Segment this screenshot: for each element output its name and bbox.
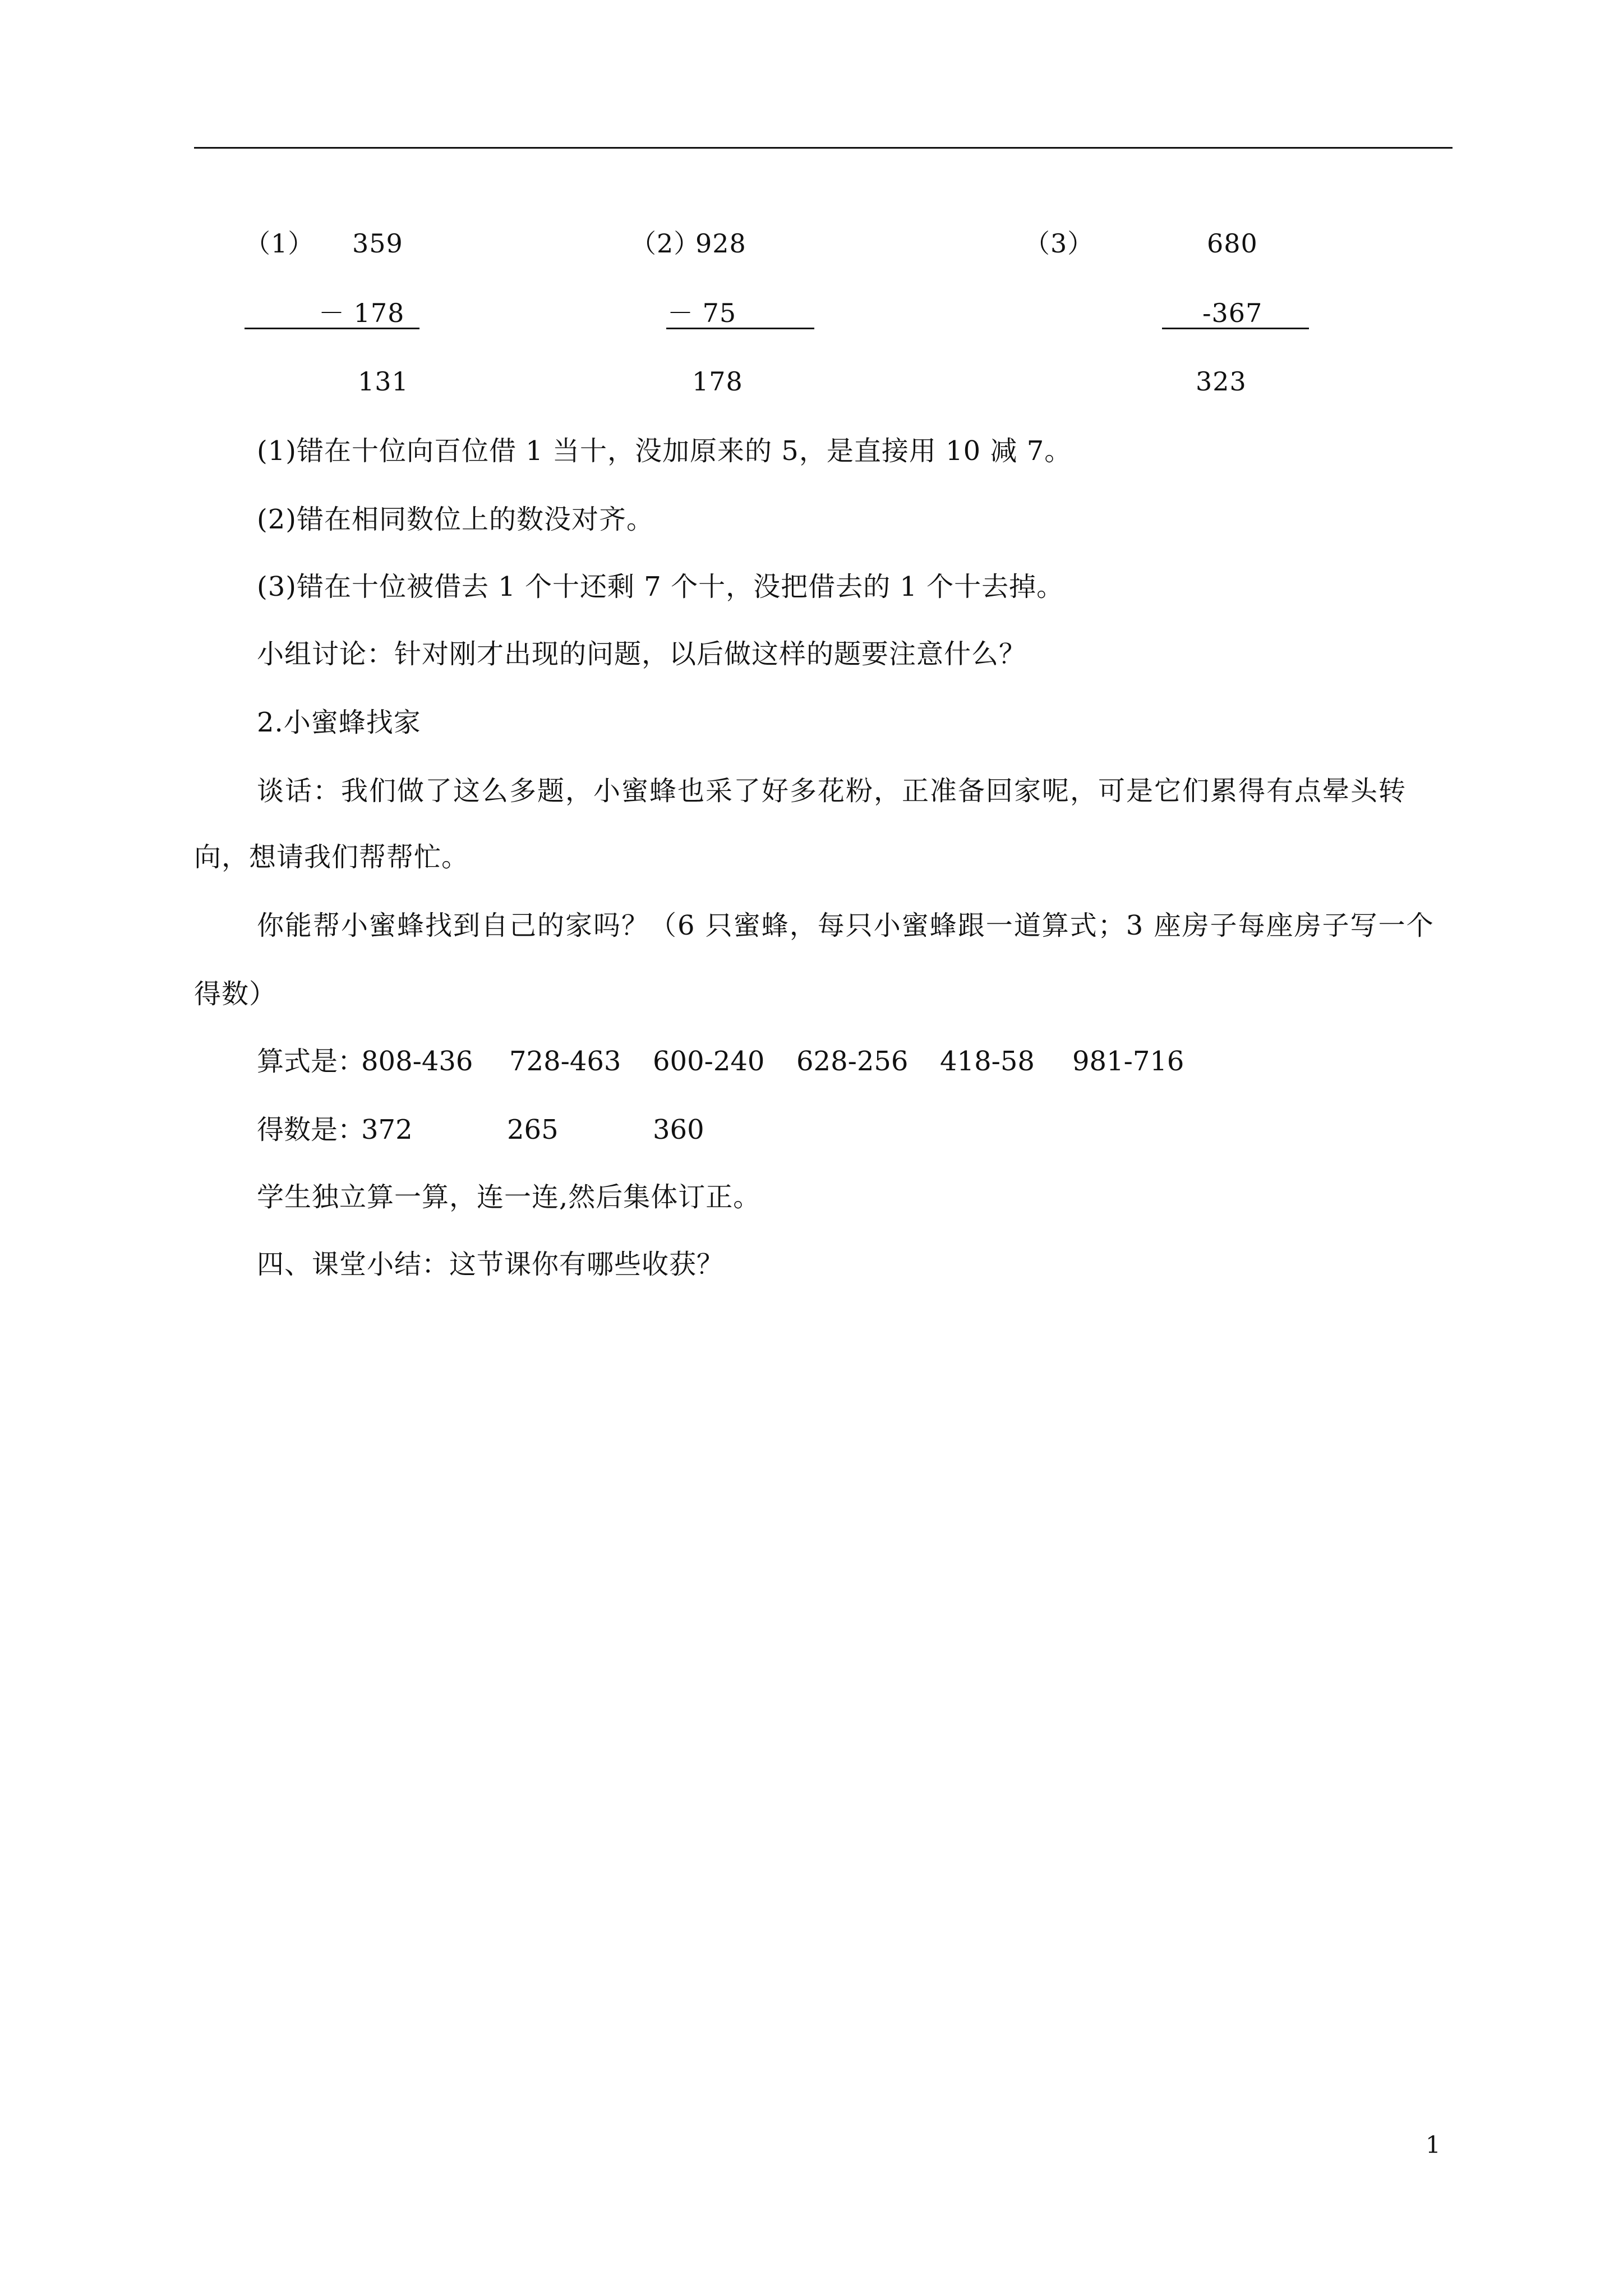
- formulas-label: 算式是：: [257, 1046, 365, 1077]
- problem-2-index: （2）: [630, 228, 700, 259]
- problem-1-minuend: 359: [352, 228, 403, 259]
- problem-2-subtrahend: － 75: [667, 298, 737, 328]
- group-discussion: 小组讨论：针对刚才出现的问题，以后做这样的题要注意什么？: [257, 638, 1027, 670]
- problem-3-index: （3）: [1024, 228, 1094, 259]
- problem-1-rule: [245, 328, 419, 329]
- problem-2-minuend: 928: [695, 228, 746, 259]
- section-2-title: 2.小蜜蜂找家: [257, 707, 421, 738]
- result-3: 360: [653, 1114, 704, 1145]
- formula-3: 600-240: [653, 1046, 765, 1077]
- talk-paragraph-line-2: 向，想请我们帮帮忙。: [194, 841, 469, 873]
- formula-5: 418-58: [940, 1046, 1035, 1077]
- problem-1-result: 131: [358, 366, 409, 397]
- error-explanation-1: (1)错在十位向百位借 1 当十，没加原来的 5，是直接用 10 减 7。: [257, 435, 1072, 467]
- error-explanation-2: (2)错在相同数位上的数没对齐。: [257, 504, 654, 535]
- result-2: 265: [507, 1114, 559, 1145]
- page-number: 1: [1426, 2131, 1441, 2159]
- problem-2-result: 178: [692, 366, 743, 397]
- problem-3-subtrahend: -367: [1202, 298, 1263, 328]
- formula-2: 728-463: [509, 1046, 621, 1077]
- talk-paragraph-line-1: 谈话：我们做了这么多题，小蜜蜂也采了好多花粉，正准备回家呢，可是它们累得有点晕头转: [257, 775, 1407, 807]
- problem-3-rule: [1162, 328, 1309, 329]
- formula-1: 808-436: [361, 1046, 473, 1077]
- formula-4: 628-256: [796, 1046, 909, 1077]
- problem-1-subtrahend: － 178: [319, 298, 405, 328]
- class-summary: 四、课堂小结：这节课你有哪些收获？: [257, 1249, 725, 1280]
- student-task: 学生独立算一算，连一连,然后集体订正。: [257, 1181, 761, 1213]
- error-explanation-3: (3)错在十位被借去 1 个十还剩 7 个十，没把借去的 1 个十去掉。: [257, 571, 1064, 602]
- problem-3-result: 323: [1196, 366, 1247, 397]
- header-rule: [194, 147, 1453, 149]
- problem-3-minuend: 680: [1207, 228, 1258, 259]
- question-paragraph-line-2: 得数）: [194, 978, 277, 1010]
- problem-2-rule: [666, 328, 814, 329]
- results-label: 得数是：: [257, 1114, 365, 1145]
- question-paragraph-line-1: 你能帮小蜜蜂找到自己的家吗？（6 只蜜蜂，每只小蜜蜂跟一道算式；3 座房子每座房子写一个: [257, 910, 1435, 941]
- formula-6: 981-716: [1072, 1046, 1184, 1077]
- result-1: 372: [361, 1114, 413, 1145]
- problem-1-index: （1）: [245, 228, 315, 259]
